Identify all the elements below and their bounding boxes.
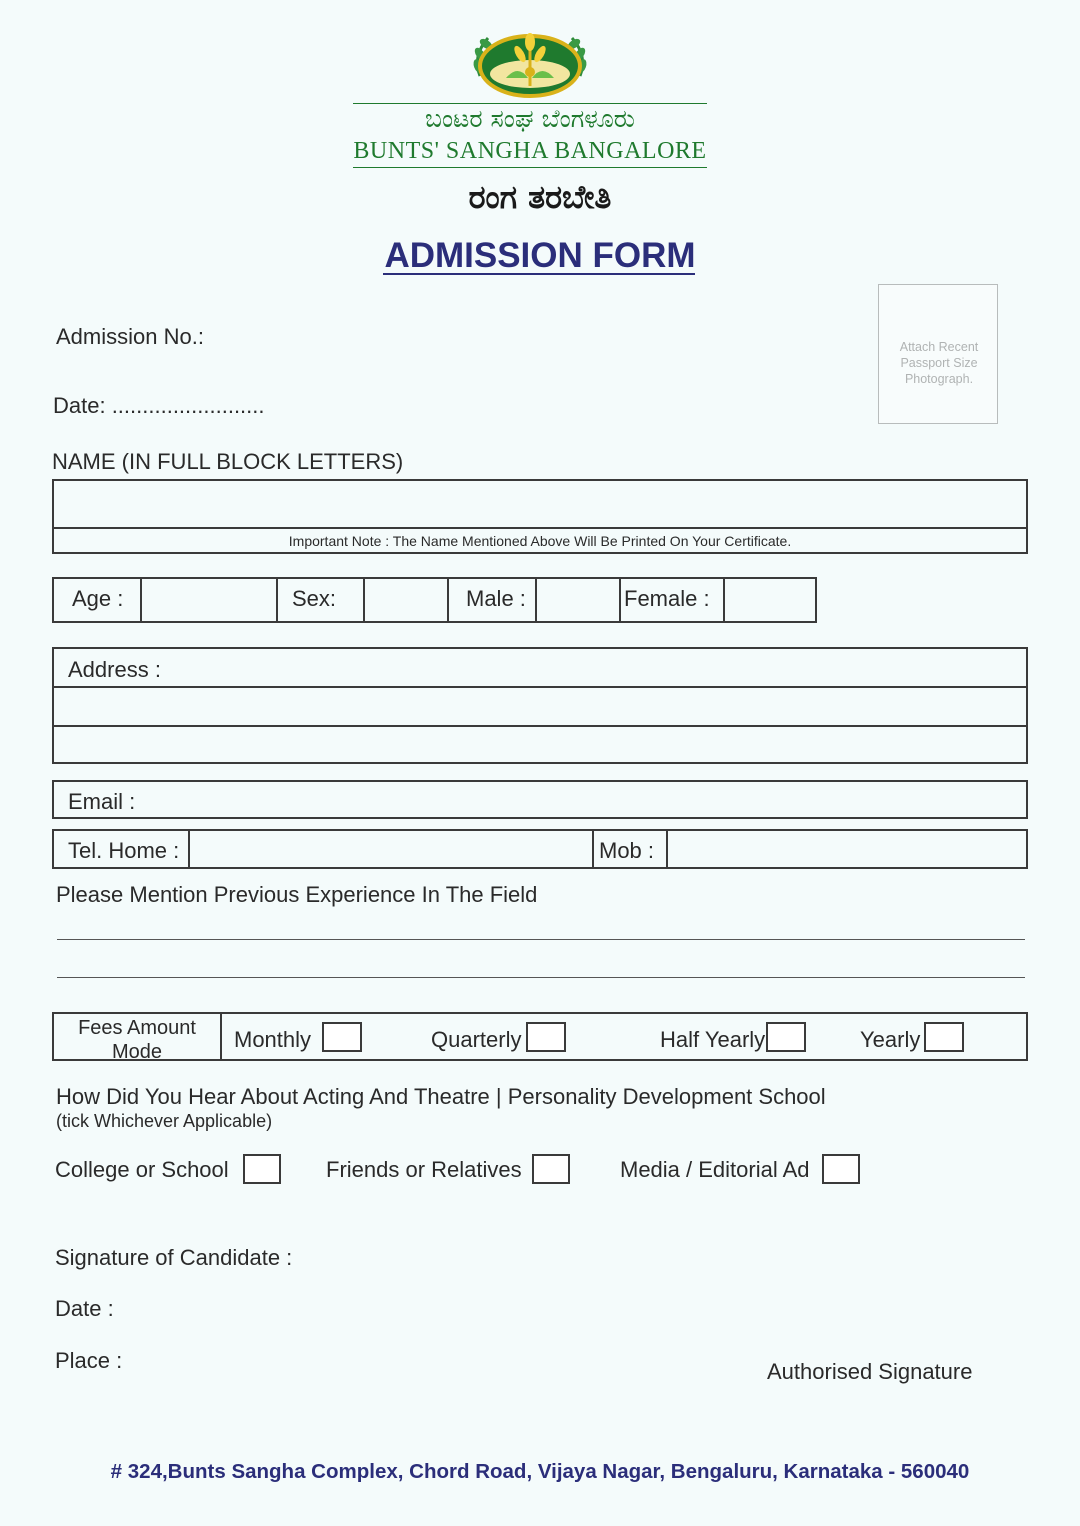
cell-divider [220,1014,222,1059]
signature-date-label: Date : [55,1296,114,1321]
name-label: NAME (IN FULL BLOCK LETTERS) [52,449,404,474]
experience-line-1[interactable] [57,939,1025,940]
cell-divider [592,831,594,867]
fees-half-yearly-checkbox[interactable] [766,1022,806,1052]
hear-option-friends: Friends or Relatives [326,1157,522,1182]
experience-label: Please Mention Previous Experience In The Field [56,882,538,907]
mob-input[interactable] [668,831,1026,867]
hear-media-checkbox[interactable] [822,1154,860,1184]
email-label: Email : [68,789,136,814]
date-top-label: Date: ......................... [53,393,265,418]
name-note: Important Note : The Name Mentioned Above Will Be Printed On Your Certificate. [288,533,792,549]
subtitle-kannada: ರಂಗ ತರಬೇತಿ [468,178,612,216]
photo-box[interactable] [878,284,998,424]
address-box[interactable] [52,647,1028,764]
form-title: ADMISSION FORM [384,236,696,275]
tel-home-label: Tel. Home : [68,838,180,863]
age-label: Age : [72,586,124,611]
fees-label-line1: Fees Amount [78,1017,196,1039]
cell-divider [447,579,449,621]
experience-line-2[interactable] [57,977,1025,978]
footer-address: # 324,Bunts Sangha Complex, Chord Road, Vijaya Nagar, Bengaluru, Karnataka - 560040 [110,1460,970,1483]
sangha-emblem-icon [466,26,594,102]
hear-friends-checkbox[interactable] [532,1154,570,1184]
email-box[interactable] [52,780,1028,819]
tel-home-input[interactable] [190,831,592,867]
admission-no-label: Admission No.: [56,324,204,349]
name-divider [54,527,1026,529]
signature-candidate-label: Signature of Candidate : [55,1245,293,1270]
cell-divider [363,579,365,621]
age-input[interactable] [142,579,276,621]
hear-about-question: How Did You Hear About Acting And Theatre | Personality Development School [56,1084,826,1109]
name-box[interactable] [52,479,1028,554]
photo-note: Attach Recent Passport Size Photograph. [899,340,979,386]
org-name-english: BUNTS' SANGHA BANGALORE [353,138,707,164]
signature-place-label: Place : [55,1348,123,1373]
form-title-underline [383,273,695,275]
fees-row [52,1012,1028,1061]
cell-divider [619,579,621,621]
male-label: Male : [466,586,526,611]
hear-option-media: Media / Editorial Ad [620,1157,810,1182]
address-label: Address : [68,657,161,682]
phone-row [52,829,1028,869]
hear-option-college: College or School [55,1157,229,1182]
logo [466,26,594,102]
fees-option-half-yearly: Half Yearly [660,1027,766,1052]
female-label: Female : [624,586,710,611]
mob-label: Mob : [599,838,655,863]
hear-about-hint: (tick Whichever Applicable) [56,1111,273,1131]
fees-label-line2: Mode [111,1041,163,1063]
fees-option-quarterly: Quarterly [431,1027,522,1052]
fees-option-monthly: Monthly [234,1027,312,1052]
age-sex-row [52,577,817,623]
fees-monthly-checkbox[interactable] [322,1022,362,1052]
authorised-signature-label: Authorised Signature [767,1359,973,1384]
fees-quarterly-checkbox[interactable] [526,1022,566,1052]
org-name-kannada: ಬಂಟರ ಸಂಘ ಬೆಂಗಳೂರು [425,104,635,133]
cell-divider [276,579,278,621]
fees-option-yearly: Yearly [860,1027,921,1052]
hear-college-checkbox[interactable] [243,1154,281,1184]
address-line [54,725,1026,727]
sex-label: Sex: [292,586,337,611]
female-input[interactable] [725,579,815,621]
fees-yearly-checkbox[interactable] [924,1022,964,1052]
header-rule-bottom [353,167,707,168]
male-input[interactable] [537,579,619,621]
address-line [54,686,1026,688]
fees-label [54,1016,220,1064]
